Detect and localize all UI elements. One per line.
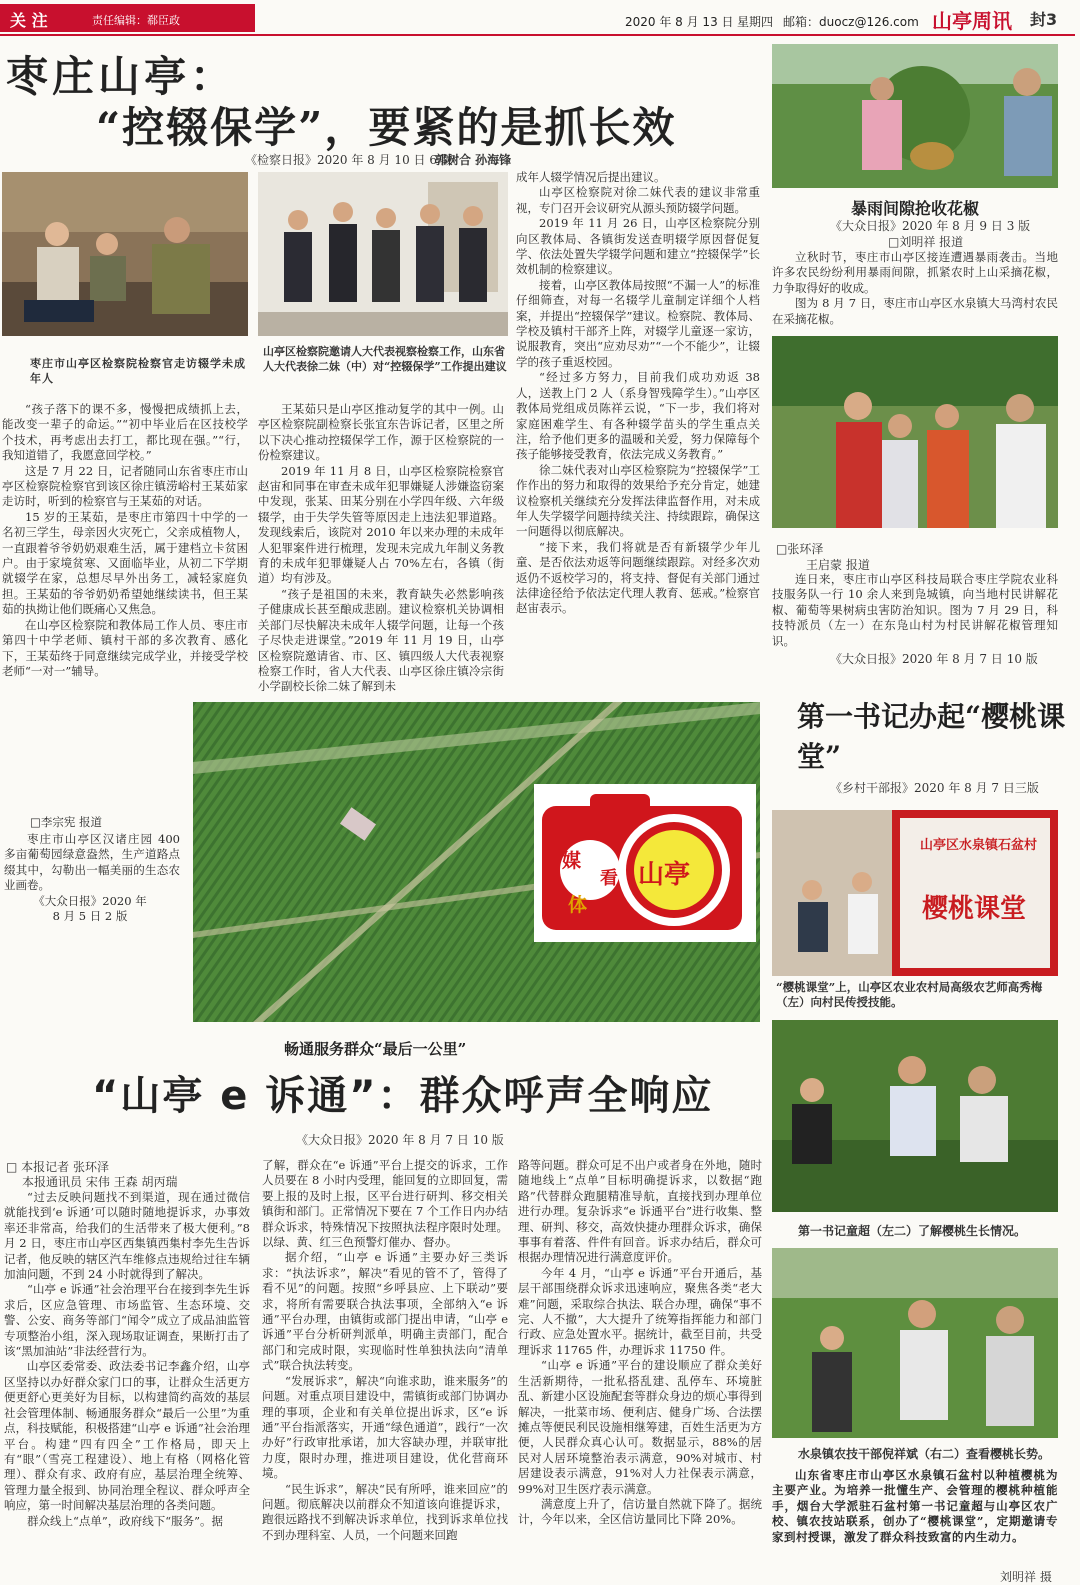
paragraph: 徐二妹代表对山亭区检察院为“控辍保学”工作作出的努力和取得的效果给予充分肯定，她建议检察机关继续充分发挥法律监督作用，对未成年人失学辍学问题持续关注、持续跟踪，确保这一问题得以彻底解决。 — [516, 462, 760, 539]
contact-email: 邮箱：duocz@126.com — [783, 15, 919, 29]
paragraph: “经过多方努力，目前我们成功劝返 38 人，送教上门 2 人（系身智残障学生）。”山亭区教体局党组成员陈祥云说，“下一步，我们将对家庭困难学生、有各种辍学苗头的学生重点关注，给予他们更多的温暖和关爱，努力保障每个孩子能够接受教育，依法完成义务教育。” — [516, 370, 760, 462]
lead-column-2 — [258, 402, 504, 697]
media-look-logo — [534, 784, 756, 942]
tech-text — [772, 572, 1058, 649]
esu-column-3 — [518, 1158, 762, 1580]
paragraph: “过去反映问题找不到渠道，现在通过微信就能找到‘e 诉通’可以随时随地提诉求，办事效率还非常高，给我们的生活带来了极大便利。”8 月 2 日，枣庄市山亭区西集镇西集村李先生告诉记者，他反映的辖区汽车维修点违规给过往车辆加油问题，不到 24 小时就得到了解决。 — [4, 1190, 250, 1282]
paragraph: 2019 年 11 月 26 日，山亭区检察院分别向区教体局、各镇街发送查明辍学原因督促复学、依法处置失学辍学问题和建立“控辍保学”长效机制的检察建议。 — [516, 216, 760, 277]
lead-title-line2: “控辍保学”，要紧的是抓长效 — [96, 103, 677, 152]
paragraph: 15 岁的王某茹，是枣庄市第四十中学的一名初三学生，母亲因火灾死亡，父亲成植物人，一直跟着爷爷奶奶艰难生活，属于建档立卡贫困户。由于家境贫寒、又面临毕业，从初二下学期就辍学在家，总想尽早外出务工，减轻家庭负担。王某茹的爷爷奶奶希望她继续读书，但王某茹的执拗让他们既痛心又焦急。 — [2, 509, 248, 617]
paragraph: 在山亭区检察院和教体局工作人员、枣庄市第四十中学老师、镇村干部的多次教育、感化下，王某茹终于同意继续完成学业，并接受学校老师“一对一”辅导。 — [2, 617, 248, 678]
lead-title-line1: 枣庄山亭： — [6, 52, 237, 101]
issue-date: 2020 年 8 月 13 日 — [625, 15, 734, 29]
esu-source: 《大众日报》2020 年 8 月 7 日 10 版 — [296, 1133, 504, 1147]
paragraph: “发展诉求”，解决“向谁求助，谁来服务”的问题。对重点项目建设中，需镇街或部门协调办理的事项，企业和有关单位提出诉求，区“e 诉通”平台指派落实，开通“绿色通道”，践行“一次办好”行政审批承诺，加大容缺办理，并联审批力度，限时办理，推进项目建设，优化营商环境。 — [262, 1373, 508, 1481]
photo-deputy-inspection — [258, 172, 508, 336]
paragraph: 山东省枣庄市山亭区水泉镇石盆村以种植樱桃为主要产业。为培养一批懂生产、会管理的樱桃种植能手，烟台大学派驻石盆村第一书记童超与山亭区农广校、镇农技站联系，创办了“樱桃课堂”，定期邀请专家到村授课，激发了群众科技致富的内生动力。 — [772, 1468, 1058, 1544]
esu-reporter-1: □ 本报记者 张环泽 — [6, 1160, 109, 1174]
cherry-caption-3: 水泉镇农技干部倪祥斌（右二）查看樱桃长势。 — [798, 1447, 1051, 1461]
page-number: 封3 — [1030, 10, 1058, 29]
logo-char-body: 体 — [568, 894, 588, 916]
paragraph: 了解，群众在“e 诉通”平台上提交的诉求，工作人员要在 8 小时内受理，能回复的立即回复，需要上报的及时上报，区平台进行研判、移交相关镇街和部门。正常情况下要在 7 个工作日内办结群众诉求，特殊情况下按照执法程序限时处理。以绿、黄、红三色预警灯催办、督办。 — [262, 1158, 508, 1250]
section-label: 关 注 — [10, 11, 48, 30]
photo-caption-inspection: 山亭区检察院邀请人大代表视察检察工作，山东省人大代表徐二妹（中）对“控辍保学”工作提出建议 — [263, 345, 507, 373]
cherry-caption-1: “樱桃课堂”上，山亭区农业农村局高级农艺师高秀梅（左）向村民传授技能。 — [776, 980, 1043, 1009]
paragraph: 2019 年 11 月 8 日，山亭区检察院检察官赵宙和同事在审查未成年犯罪嫌疑人涉嫌盗窃案中发现，张某、田某分别在小学四年级、六年级辍学，由于失学失管等原因走上违法犯罪道路。发现线索后，该院对 2010 年以来办理的未成年人犯罪案件进行梳理，发现未完成九年制义务教育的未成年犯罪嫌疑人占 70%左右，各镇（街道）均有涉及。 — [258, 463, 504, 586]
paragraph: 今年 4 月，“山亭 e 诉通”平台开通后，基层干部围绕群众诉求迅速响应，聚焦各类“老大难”问题，采取综合执法、联合办理，确保“事不完、人不撤”，大大提升了统筹指挥能力和部门行政、应急处置水平。据统计，截至目前，共受理诉求 11765 件，办理诉求 11750 件。 — [518, 1265, 762, 1357]
paragraph: 据介绍，“山亭 e 诉通”主要办好三类诉求：“执法诉求”，解决“看见的管不了，管得了看不见”的问题。按照“乡呼县应、上下联动”要求，将所有需要联合执法事项，全部纳入“e 诉通”平台办理，由镇街或部门提出申请，“山亭 e 诉通”平台分析研判派单，明确主责部门，配合部门和完成时限，实现临时性单独执法向“清单式”联合执法转变。 — [262, 1250, 508, 1373]
cherry-credit: 刘明祥 摄 — [1000, 1570, 1052, 1584]
logo-char-media: 媒 — [562, 850, 582, 872]
issue-weekday: 星期四 — [737, 15, 774, 29]
paragraph: 成年人辍学情况后提出建议。 — [516, 170, 666, 184]
page-header — [0, 0, 1080, 36]
logo-shanting: 山亭 — [638, 860, 691, 890]
lead-column-3 — [516, 170, 760, 660]
esu-column-1 — [4, 1190, 250, 1580]
esu-reporter-2: 本报通讯员 宋伟 王森 胡丙瑞 — [22, 1175, 178, 1189]
paragraph: 接着，山亭区教体局按照“不漏一人”的标准仔细筛查，对每一名辍学儿童制定详细个人档案，并提出“控辍保学”建议。检察院、教体局、学校及镇村干部齐上阵，对辍学儿童逐一家访，说服教育，突出“应劝尽劝”“一个不能少”，让辍学的孩子重返校园。 — [516, 277, 760, 369]
pepper-title: 暴雨间隙抢收花椒 — [851, 199, 980, 218]
header-rule — [0, 34, 1075, 36]
paragraph: 山亭区委常委、政法委书记李鑫介绍，山亭区坚持以办好群众家门口的事，让群众生活更方便更舒心更美好为目标，以构建简约高效的基层社会管理体制、畅通服务群众“最后一公里”为重点，科技赋能，积极搭建“山亭 e 诉通”社会治理平台。构建“四有四全”工作格局，即天上有“眼”（雪亮工程建设）、地上有格（网格化管理）、群众有求、政府有应，基层治理全统筹、管理力量全报到、协同治理全程议、群众呼声全响应，第一时间解决基层治理的各类问题。 — [4, 1359, 250, 1513]
paragraph: “山亭 e 诉通”平台的建设顺应了群众美好生活新期待，一批私搭乱建、乱停车、环境脏乱、新建小区设施配套等群众身边的烦心事得到解决，一批菜市场、便利店、健身广场、合法摆摊点等便民利民设施相继筹建，百姓生活更为方便，人民群众真心认可。数据显示，88%的居民对人居环境整治表示满意，90%对城市、村居建设表示满意，91%对人力社保表示满意，99%对卫生医疗表示满意。 — [518, 1358, 762, 1496]
paragraph: 枣庄市山亭区汉诸庄园 400 多亩葡萄园绿意盎然，生产道路点缀其中，勾勒出一幅美丽的生态农业画卷。 — [4, 832, 180, 893]
photo-prosecutor-visit — [2, 172, 248, 336]
photo-pepper-harvest — [772, 44, 1058, 188]
esu-column-2 — [262, 1158, 508, 1580]
tech-source: 《大众日报》2020 年 8 月 7 日 10 版 — [830, 652, 1038, 666]
paragraph: 王某茹只是山亭区推动复学的其中一例。山亭区检察院副检察长张宜东告诉记者，区里之所以下决心推动控辍保学工作，源于区检察院的一份检察建议。 — [258, 402, 504, 463]
aerial-reporter: □李宗宪 报道 — [30, 815, 103, 829]
lead-source: 《检察日报》2020 年 8 月 10 日 6 版 — [245, 153, 453, 167]
logo-char-look: 看 — [600, 868, 618, 889]
aerial-caption — [4, 832, 180, 894]
paragraph: “孩子是祖国的未来，教育缺失必然影响孩子健康成长甚至酿成悲剧。建议检察机关协调相关部门尽快解决未成年人辍学问题，让每一个孩子尽快走进课堂。”2019 年 11 月 19 日，山亭区检察院邀请省、市、区、镇四级人大代表视察检察工作时，省人大代表、山亭区徐庄镇冷宗街小学副校长徐二妹了解到未 — [258, 586, 504, 694]
lead-column-1 — [2, 402, 248, 697]
paragraph: 连日来，枣庄市山亭区科技局联合枣庄学院农业科技服务队一行 10 余人来到凫城镇，向当地村民讲解花椒、葡萄等果树病虫害防治知识。图为 7 月 29 日，科技特派员（左一）在东凫山村为村民讲解花椒管理知识。 — [772, 572, 1058, 648]
paragraph: 立秋时节，枣庄市山亭区接连遭遇暴雨袭击。当地许多农民纷纷利用暴雨间隙，抓紧农时上山采摘花椒，力争取得好的收成。 — [772, 250, 1058, 295]
paragraph: 山亭区检察院对徐二妹代表的建议非常重视，专门召开会议研究从源头预防辍学问题。 — [516, 185, 760, 215]
pepper-text — [772, 250, 1058, 327]
paragraph: 图为 8 月 7 日，枣庄市山亭区水泉镇大马湾村农民在采摘花椒。 — [772, 296, 1058, 326]
pepper-reporter: □刘明祥 报道 — [888, 235, 964, 249]
paragraph: 群众线上“点单”，政府线下“服务”。据 — [27, 1513, 224, 1528]
masthead-logo: 山亭周讯 — [932, 9, 1012, 33]
esu-title: “山亭 e 诉通”：群众呼声全响应 — [92, 1073, 714, 1119]
photo-technician-orchard — [772, 1248, 1058, 1438]
cherry-caption-2: 第一书记童超（左二）了解樱桃生长情况。 — [798, 1224, 1027, 1238]
cherry-source: 《乡村干部报》2020 年 8 月 7 日三版 — [830, 781, 1039, 795]
lead-authors: 郭树合 孙海锋 — [435, 153, 512, 167]
paragraph: 这是 7 月 22 日，记者随同山东省枣庄市山亭区检察院检察官到该区徐庄镇涝峪村王某茹家走访时，听到的检察官与王某茹的对话。 — [2, 463, 248, 509]
photo-tech-lecture — [772, 336, 1058, 528]
editor-credit: 责任编辑：郗臣政 — [92, 14, 180, 27]
sign-cherry-class: 樱桃课堂 — [922, 894, 1027, 924]
paragraph: “山亭 e 诉通”社会治理平台在接到李先生诉求后，区应急管理、市场监管、生态环境、交警、公安、商务等部门“闻令”成立了成品油监管专项整治小组，深入现场取证调查，果断打击了该“黑加油站”非法经营行为。 — [4, 1282, 250, 1359]
tech-reporter-b: 王启蒙 报道 — [806, 558, 870, 572]
photo-caption-visit: 枣庄市山亭区检察院检察官走访辍学未成年人 — [30, 357, 246, 385]
aerial-source: 《大众日报》2020 年 8 月 5 日 2 版 — [33, 894, 147, 924]
tech-reporter-a: □张环泽 — [776, 542, 824, 556]
cherry-title: 第一书记办起“樱桃课堂” — [797, 700, 1066, 773]
cherry-text — [772, 1468, 1058, 1545]
paragraph: “孩子落下的课不多，慢慢把成绩抓上去，能改变一辈子的命运。”“初中毕业后在区技校学个技术，再考虑出去打工，都比现在强。”“行，我知道错了，我愿意回学校。” — [2, 402, 248, 463]
paragraph: “接下来，我们将就是否有新辍学少年儿童、是否依法劝返等问题继续跟踪。对经多次劝返仍不返校学习的，将支持、督促有关部门通过法律途径给予依法定代理人教育、惩戒。”检察官赵宙表示。 — [516, 539, 760, 616]
esu-kicker: 畅通服务群众“最后一公里” — [284, 1040, 467, 1058]
paragraph: 满意度上升了，信访量自然就下降了。据统计，今年以来，全区信访量同比下降 20%。 — [518, 1496, 762, 1527]
pepper-source: 《大众日报》2020 年 8 月 9 日 3 版 — [830, 219, 1031, 233]
sign-village-name: 山亭区水泉镇石盆村 — [920, 838, 1038, 853]
photo-cherry-class — [772, 810, 1058, 976]
paragraph: 路等问题。群众可足不出户或者身在外地，随时随地线上“点单”目标明确提诉求，以数据“跑路”代替群众跑腿精准导航，直接找到办理单位进行办理。复杂诉求“e 诉通平台”进行收集、整理、研判、移交，高效快捷办理群众诉求，确保事事有着落、件件有回音。诉求办结后，群众可根据办理情况进行满意度评价。 — [518, 1158, 762, 1265]
photo-secretary-orchard — [772, 1020, 1058, 1212]
paragraph: “民生诉求”，解决“民有所呼，谁来回应”的问题。彻底解决以前群众不知道该向谁提诉求，跑很远路找不到解决诉求单位，找到诉求单位找不到办理科室、人员，一个问题来回跑 — [262, 1481, 508, 1542]
